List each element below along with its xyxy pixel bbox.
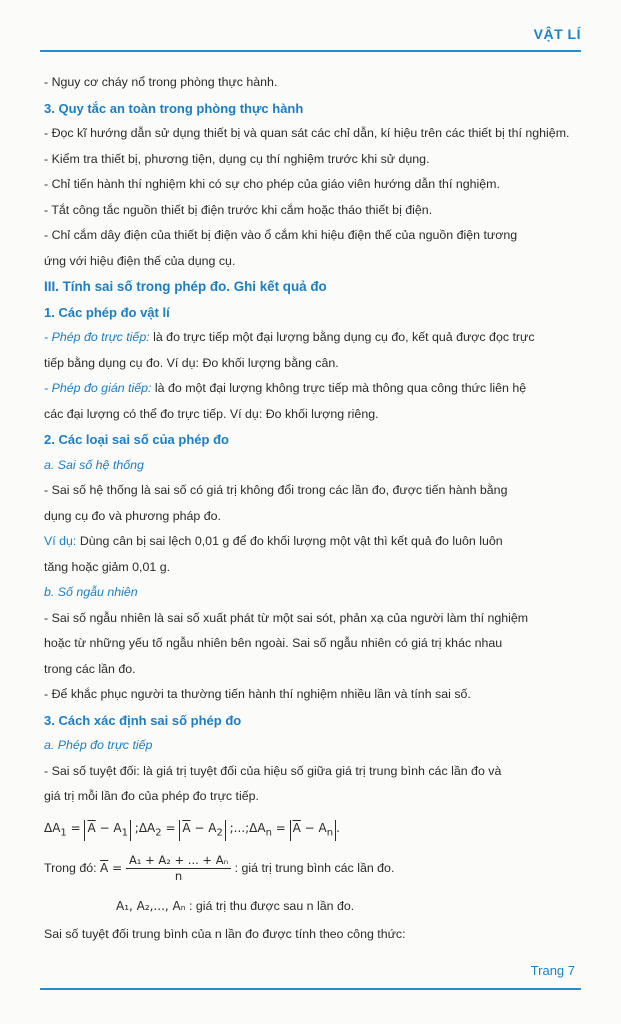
rule-item: ứng với hiệu điện thế của dụng cụ. <box>44 253 236 268</box>
text-line: hoặc từ những yếu tố ngẫu nhiên bên ngoài. Sai số ngẫu nhiên có giá trị khác nhau <box>44 636 503 650</box>
part-heading: III. Tính sai số trong phép đo. Ghi kết quả đo <box>44 279 327 294</box>
page-number: Trang 7 <box>530 963 575 978</box>
math-sub: 1 <box>121 826 128 838</box>
math-sub: 2 <box>155 826 162 838</box>
mean-description: : giá trị trung bình các lần đo. <box>231 860 395 875</box>
math-sub: 2 <box>216 826 223 838</box>
math-minus: − A <box>190 820 217 835</box>
math-mean: $\overline{A}$ <box>182 820 191 835</box>
text-line: - Để khắc phục người ta thường tiến hành thí nghiệm nhiều lần và tính sai số. <box>44 687 471 701</box>
text-span: Dùng cân bị sai lệch 0,01 g để đo khối lượng một vật thì kết quả đo luôn luôn <box>76 534 503 548</box>
math-abs <box>84 820 131 841</box>
values-description: : giá trị thu được sau n lần đo. <box>185 898 355 913</box>
math-sub: n <box>265 826 272 838</box>
subsection-heading: a. Sai số hệ thống <box>44 457 144 472</box>
math-eq: = <box>66 820 85 835</box>
section-heading: 3. Cách xác định sai số phép đo <box>44 712 242 728</box>
section-heading: 1. Các phép đo vật lí <box>44 304 170 320</box>
math-mean: $\overline{A}$ <box>87 820 96 835</box>
math-sep: ;...; <box>225 820 250 835</box>
section-heading: 2. Các loại sai số của phép đo <box>44 432 229 447</box>
math-delta: ΔA <box>249 820 266 835</box>
text-line <box>44 325 582 351</box>
section-heading: 3. Quy tắc an toàn trong phòng thực hành <box>44 100 304 116</box>
math-eq: = <box>108 860 126 875</box>
formula-absolute-error <box>44 810 582 846</box>
math-delta: ΔA <box>44 820 61 835</box>
term-indirect: - Phép đo gián tiếp: <box>44 381 152 395</box>
subject-header: VẬT LÍ <box>533 26 581 42</box>
text-line <box>44 529 582 555</box>
text-line: - Sai số hệ thống là sai số có giá trị không đổi trong các lần đo, được tiến hành bằng <box>44 483 508 497</box>
text-line: tiếp bằng dụng cụ đo. Ví dụ: Đo khối lượng bằng cân. <box>44 355 339 370</box>
text-line: - Sai số tuyệt đối: là giá trị tuyệt đối của hiệu số giữa giá trị trung bình các lần đo và <box>44 763 502 778</box>
math-sub: n <box>326 826 334 838</box>
text-line: dụng cụ đo và phương pháp đo. <box>44 508 221 523</box>
example-label: Ví dụ: <box>44 534 77 548</box>
math-mean: $\overline{A}$ <box>100 860 109 875</box>
math-eq: = <box>271 820 290 835</box>
math-minus: − A <box>300 820 327 835</box>
math-abs <box>290 820 336 841</box>
text-line <box>44 376 582 402</box>
text-line: Sai số tuyệt đối trung bình của n lần đo được tính theo công thức: <box>44 926 406 941</box>
rule-item: - Đọc kĩ hướng dẫn sử dụng thiết bị và quan sát các chỉ dẫn, kí hiệu trên các thiết bị thí nghiệm. <box>44 126 570 140</box>
math-abs <box>179 820 226 841</box>
math-sep: ; <box>130 820 139 835</box>
fraction-denominator: n <box>174 868 183 883</box>
text-line: - Nguy cơ cháy nổ trong phòng thực hành. <box>44 75 278 89</box>
page-body <box>44 70 582 947</box>
math-sub: 1 <box>60 826 67 838</box>
text-line: trong các lần đo. <box>44 661 136 676</box>
rule-item: - Tắt công tắc nguồn thiết bị điện trước khi cắm hoặc tháo thiết bị điện. <box>44 202 433 217</box>
fraction-numerator: A₁ + A₂ + ... + Aₙ <box>126 853 231 869</box>
math-mean: $\overline{A}$ <box>292 820 301 835</box>
header-rule <box>40 50 581 52</box>
text-line: các đại lượng có thể đo trực tiếp. Ví dụ: Đo khối lượng riêng. <box>44 406 379 421</box>
math-values: A₁, A₂,..., Aₙ <box>116 898 186 913</box>
text-span: là đo một đại lượng không trực tiếp mà thông qua công thức liên hệ <box>151 381 527 395</box>
math-eq: = <box>161 820 180 835</box>
term-direct: - Phép đo trực tiếp: <box>44 330 150 344</box>
subsection-heading: b. Số ngẫu nhiên <box>44 585 138 599</box>
rule-item: - Kiểm tra thiết bị, phương tiện, dụng cụ thí nghiệm trước khi sử dụng. <box>44 151 430 166</box>
math-minus: − A <box>95 820 122 835</box>
subsection-heading: a. Phép đo trực tiếp <box>44 738 153 752</box>
text-span: là đo trực tiếp một đại lượng bằng dụng cụ đo, kết quả được đọc trực <box>149 330 535 344</box>
formula-mean <box>44 846 582 890</box>
values-line <box>44 890 582 922</box>
rule-item: - Chỉ cắm dây điện của thiết bị điện vào ổ cắm khi hiệu điện thế của nguồn điện tương <box>44 228 518 242</box>
math-fraction <box>126 853 231 884</box>
text-line: giá trị mỗi lần đo của phép đo trực tiếp. <box>44 789 259 803</box>
rule-item: - Chỉ tiến hành thí nghiệm khi có sự cho phép của giáo viên hướng dẫn thí nghiệm. <box>44 177 500 191</box>
text-line: - Sai số ngẫu nhiên là sai số xuất phát từ một sai sót, phản xạ của người làm thí nghiệm <box>44 610 529 625</box>
math-end: . <box>336 820 340 835</box>
math-delta: ΔA <box>138 820 156 835</box>
footer-rule <box>40 988 581 990</box>
text-line: tăng hoặc giảm 0,01 g. <box>44 559 171 574</box>
where-label: Trong đó: <box>44 860 101 875</box>
